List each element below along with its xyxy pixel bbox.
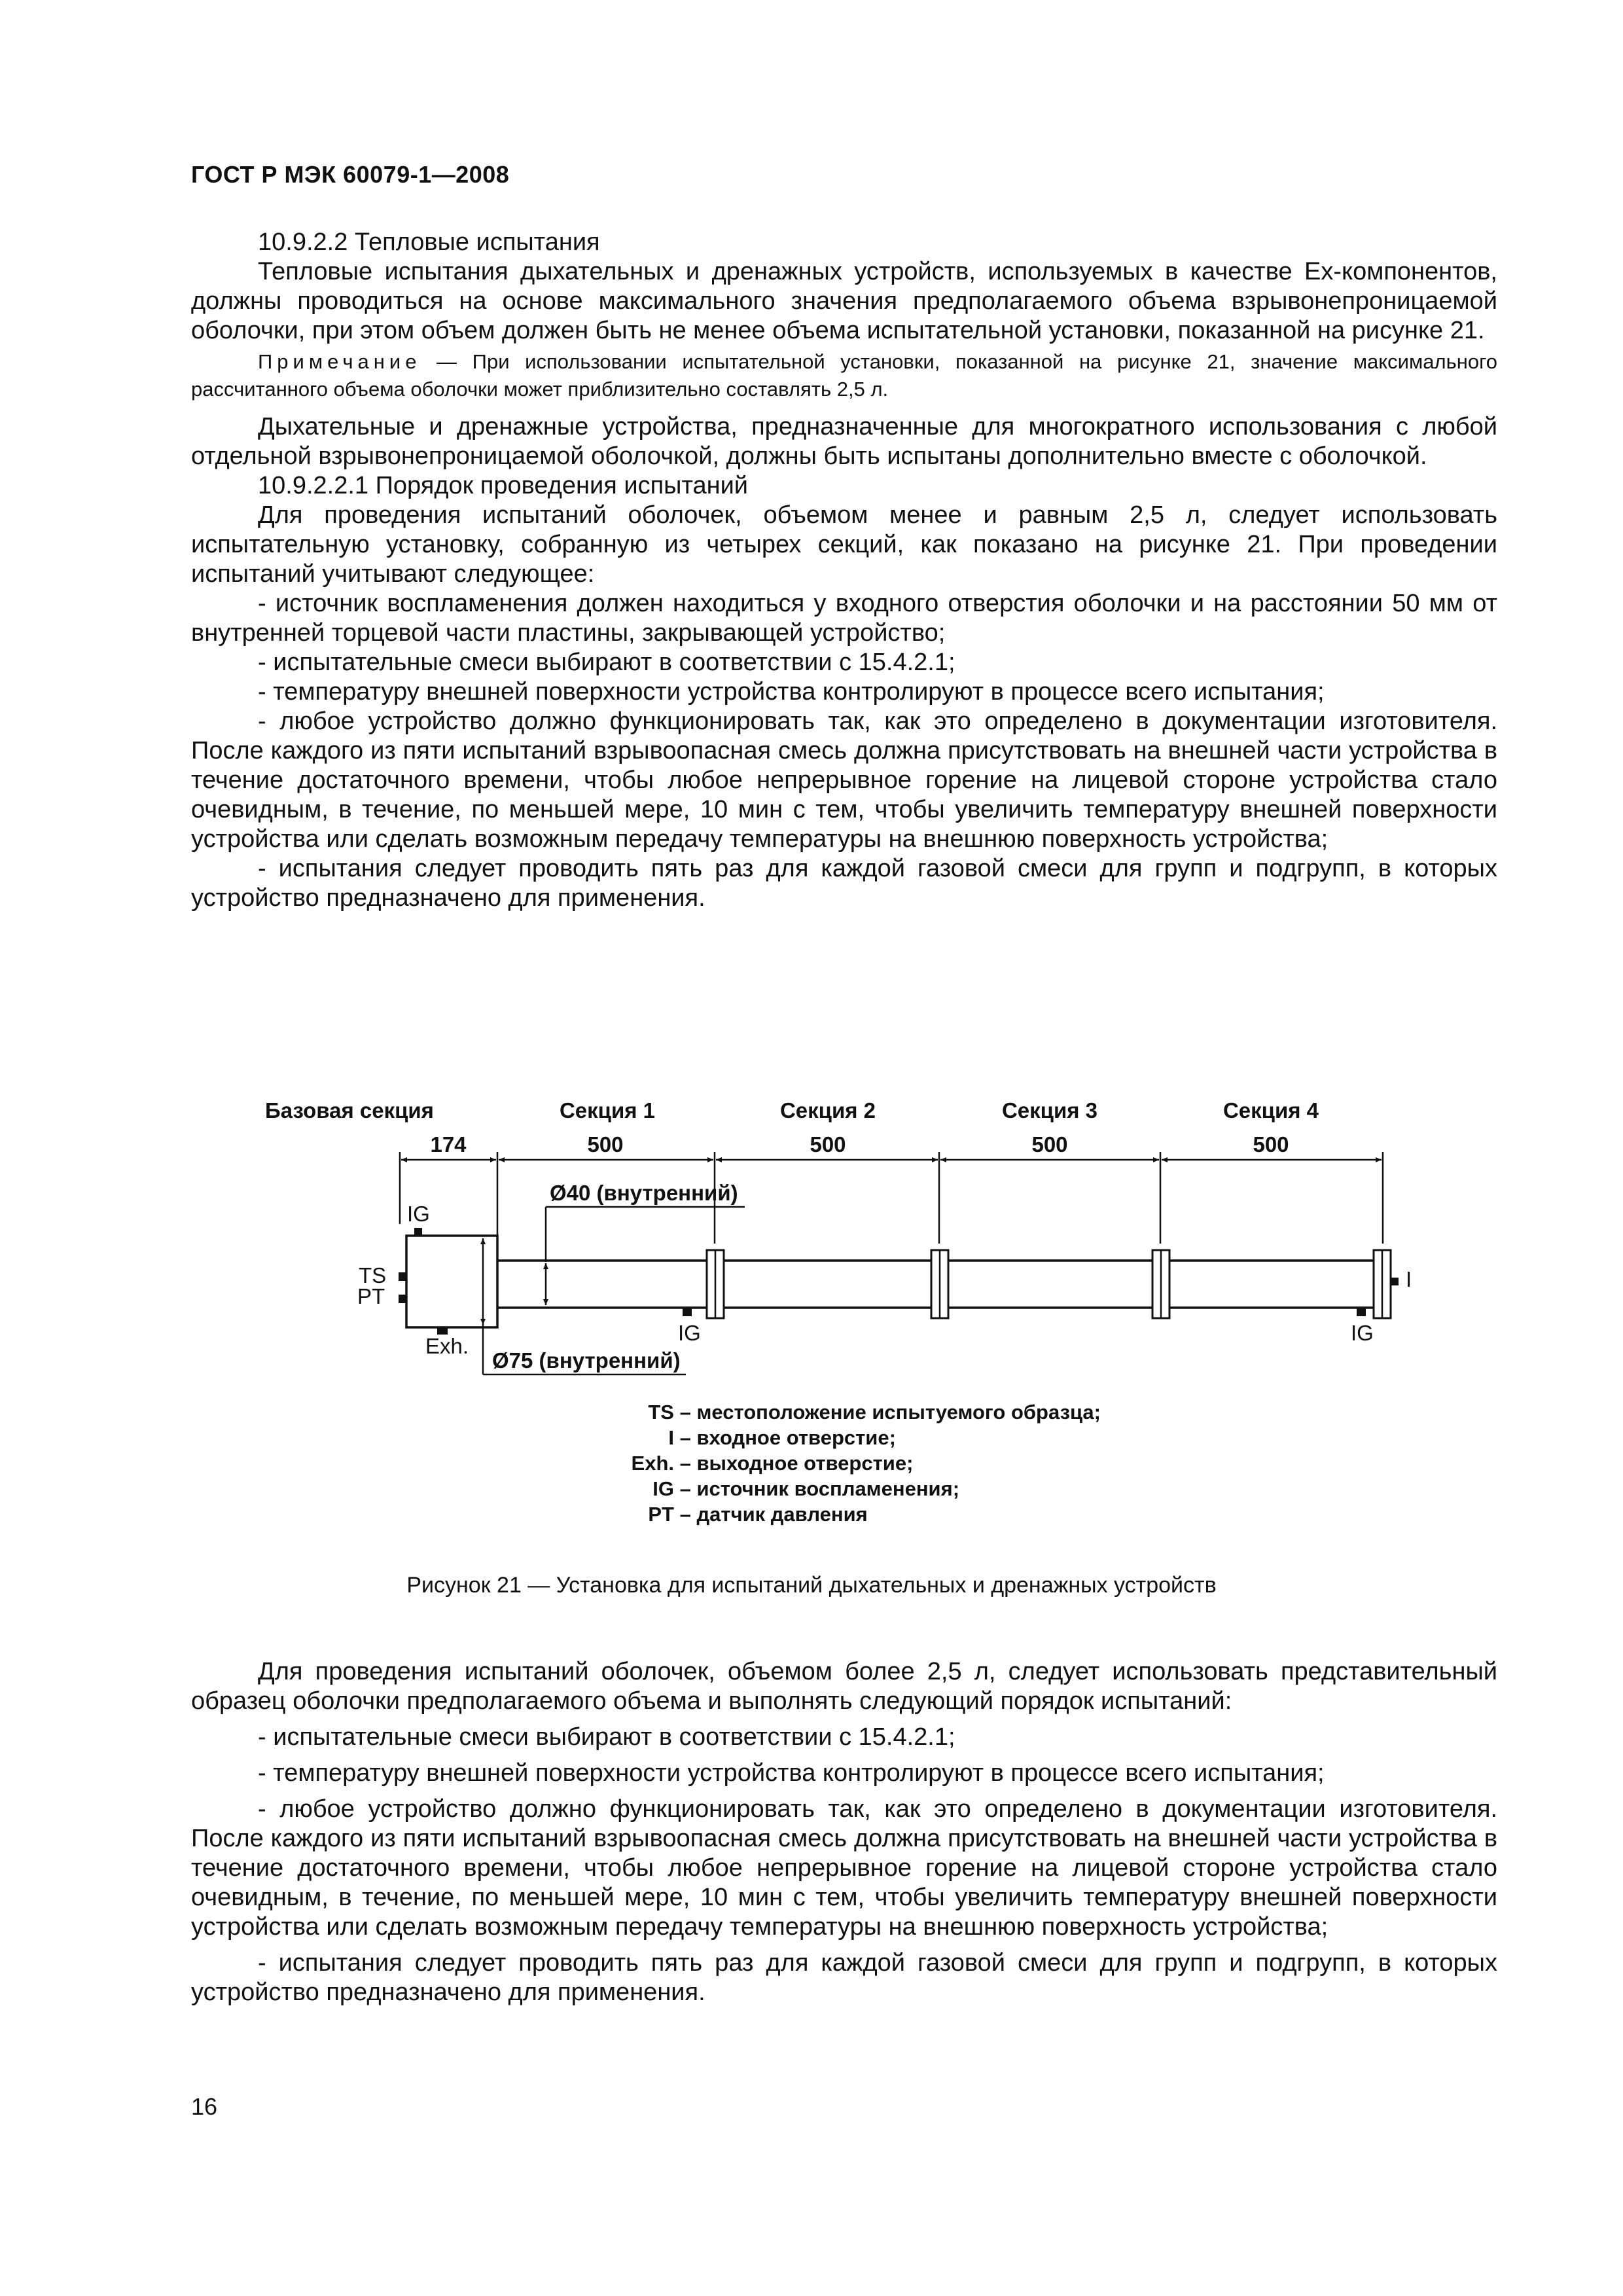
pt-marker: [399, 1295, 406, 1303]
label-exh: Exh.: [425, 1334, 469, 1358]
list-item: - температуру внешней поверхности устройства контролируют в процессе всего испытания;: [258, 678, 1325, 706]
dimension-section-1: 500: [587, 1132, 624, 1157]
legend-row: [569, 1399, 1101, 1425]
figure-caption: Рисунок 21 — Установка для испытаний дыхательных и дренажных устройств: [406, 1573, 1217, 1598]
ig-sensor-marker: [1357, 1308, 1366, 1316]
paragraph: Дыхательные и дренажные устройства, предназначенные для многократного использования с любой отдельной взрывонепроницаемой оболочкой, должны быть испытаны дополнительно вместе с оболочкой.: [191, 413, 1497, 470]
legend-row: [569, 1501, 1101, 1527]
label-ig: IG: [678, 1321, 701, 1345]
document-header: ГОСТ Р МЭК 60079-1—2008: [191, 161, 510, 188]
legend-code: Exh.: [631, 1452, 674, 1475]
list-item: - источник воспламенения должен находиться у входного отверстия оболочки и на расстоянии 50 мм от внутренней торцевой части пластины, закрывающей устройство;: [191, 590, 1497, 647]
label-inner-diameter-base: Ø75 (внутренний): [492, 1348, 681, 1372]
list-item: - любое устройство должно функционировать так, как это определено в документации изготовителя. После каждого из пяти испытаний взрывоопасная смесь должна присутствовать на внешней части устройства в течение достаточного времени, чтобы любое непрерывное горение на лицевой стороне устройства стало очевидным, в течение, по меньшей мере, 10 мин с тем, чтобы увеличить температуру внешней поверхности устройства или сделать возможным передачу температуры на внешнюю поверхность устройства;: [191, 708, 1497, 853]
legend-text: – местоположение испытуемого образца;: [674, 1401, 1101, 1424]
list-item: - любое устройство должно функционировать так, как это определено в документации изготовителя. После каждого из пяти испытаний взрывоопасная смесь должна присутствовать на внешней части устройства в течение достаточного времени, чтобы любое непрерывное горение на лицевой стороне устройства стало очевидным, в течение, по меньшей мере, 10 мин с тем, чтобы увеличить температуру внешней поверхности устройства или сделать возможным передачу температуры на внешнюю поверхность устройства;: [191, 1795, 1497, 1941]
label-section-2: Секция 2: [779, 1098, 876, 1122]
paragraph: Тепловые испытания дыхательных и дренажных устройств, используемых в качестве Ex-компонентов, должны проводиться на основе максимального значения предполагаемого объема взрывонепроницаемой оболочки, при этом объем должен быть не менее объема испытательной установки, показанной на рисунке 21.: [191, 258, 1497, 344]
dimension-section-4: 500: [1253, 1132, 1289, 1157]
legend-row: [569, 1425, 1101, 1450]
list-item: - испытания следует проводить пять раз для каждой газовой смеси для групп и подгрупп, в которых устройство предназначено для применения.: [191, 1949, 1497, 2006]
label-section-1: Секция 1: [559, 1098, 656, 1122]
legend-code: I: [668, 1426, 674, 1449]
page-number: 16: [191, 2093, 218, 2120]
legend-code: IG: [652, 1477, 674, 1500]
label-base-section: Базовая секция: [265, 1098, 434, 1122]
list-item: - испытательные смеси выбирают в соответствии с 15.4.2.1;: [258, 649, 955, 676]
heading-thermal-tests: 10.9.2.2 Тепловые испытания: [258, 228, 600, 256]
figure-21-diagram: [0, 1086, 1623, 1401]
dimension-base: 174: [430, 1132, 467, 1157]
dimension-section-3: 500: [1031, 1132, 1068, 1157]
label-i: I: [1406, 1267, 1412, 1291]
legend-text: – выходное отверстие;: [674, 1452, 914, 1475]
label-ig: IG: [1351, 1321, 1374, 1345]
label-section-3: Секция 3: [1001, 1098, 1098, 1122]
figure-legend: [569, 1399, 1101, 1527]
paragraph: Для проведения испытаний оболочек, объемом более 2,5 л, следует использовать представительный образец оболочки предполагаемого объема и выполнять следующий порядок испытаний:: [191, 1658, 1497, 1715]
ig-sensor-marker: [683, 1308, 692, 1316]
legend-text: – источник воспламенения;: [674, 1477, 960, 1500]
paragraph: Для проведения испытаний оболочек, объемом менее и равным 2,5 л, следует использовать испытательную установку, собранную из четырех секций, как показано на рисунке 21. При проведении испытаний учитывают следующее:: [191, 501, 1497, 588]
ts-marker: [399, 1272, 406, 1281]
label-pt: PT: [357, 1284, 385, 1308]
label-section-4: Секция 4: [1222, 1098, 1319, 1122]
note: [191, 348, 1497, 403]
legend-row: [569, 1450, 1101, 1476]
legend-code: TS: [648, 1401, 674, 1424]
legend-text: – входное отверстие;: [674, 1426, 896, 1449]
top-text-block: [191, 228, 1497, 913]
list-item: - испытательные смеси выбирают в соответствии с 15.4.2.1;: [258, 1723, 955, 1751]
bottom-text-block: [191, 1657, 1497, 2007]
heading-test-procedure: 10.9.2.2.1 Порядок проведения испытаний: [258, 472, 749, 499]
label-ts: TS: [359, 1263, 387, 1287]
dimension-section-2: 500: [810, 1132, 846, 1157]
list-item: - испытания следует проводить пять раз для каждой газовой смеси для групп и подгрупп, в которых устройство предназначено для применения.: [191, 855, 1497, 912]
label-inner-diameter-pipe: Ø40 (внутренний): [550, 1181, 738, 1205]
legend-code: PT: [648, 1503, 674, 1526]
legend-row: [569, 1476, 1101, 1501]
note-label: Примечание: [258, 350, 421, 373]
legend-text: – датчик давления: [674, 1503, 868, 1526]
note-text: — При использовании испытательной установки, показанной на рисунке 21, значение максимального рассчитанного объема оболочки может приблизительно составлять 2,5 л.: [191, 350, 1497, 401]
list-item: - температуру внешней поверхности устройства контролируют в процессе всего испытания;: [258, 1759, 1325, 1787]
label-ig: IG: [407, 1202, 430, 1226]
ig-sensor-marker: [414, 1228, 422, 1236]
i-inlet-marker: [1391, 1278, 1399, 1285]
